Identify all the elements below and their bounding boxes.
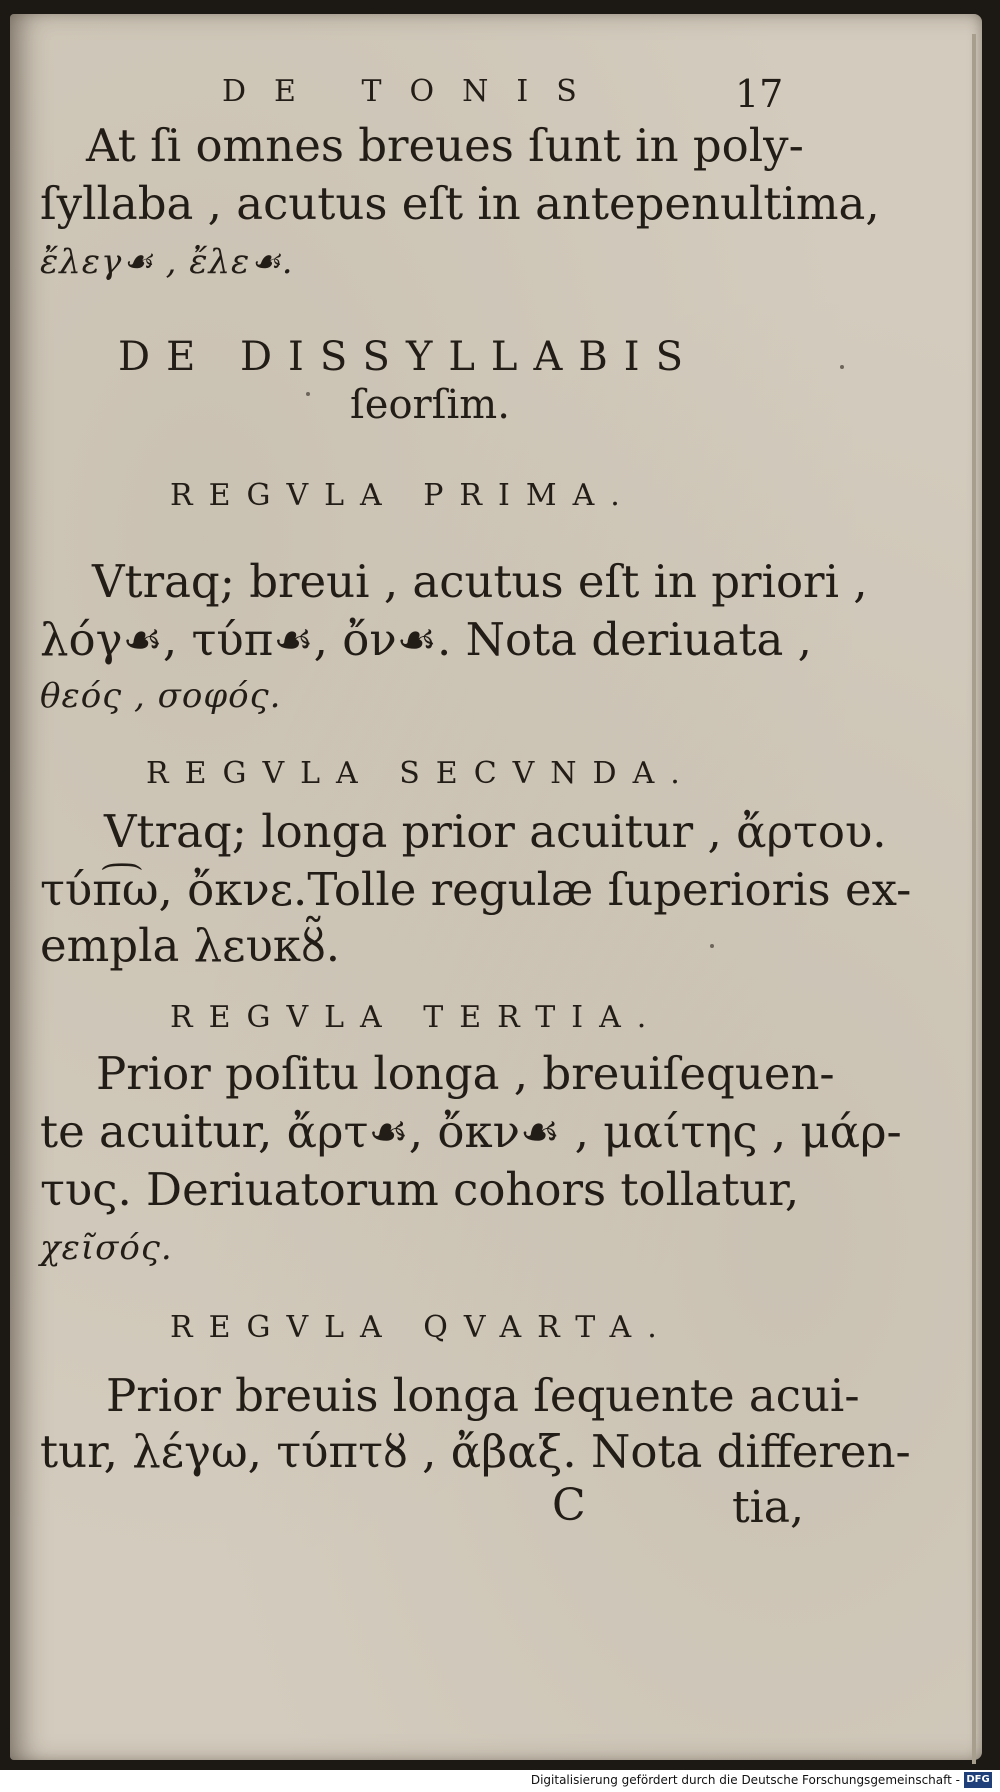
signature-mark: C — [552, 1480, 586, 1531]
running-head-title: DE TONIS — [222, 74, 605, 109]
rule-2-line-1: Vtraq; longa prior acuitur , ἄρτου. — [104, 805, 887, 858]
paper-speck — [840, 365, 844, 369]
rule-3-line-1: Prior poſitu longa , breuiſequen- — [96, 1047, 835, 1100]
rule-2-line-2: τύπ͡ω, ὄκνε.Tolle regulæ ſuperioris ex- — [40, 863, 912, 916]
rule-3-line-3: τυς. Deriuatorum cohors tollatur, — [40, 1163, 800, 1216]
rule-1-line-2: λόγ☙, τύπ☙, ὄν☙. Nota deriuata , — [40, 613, 812, 666]
intro-line-2: ſyllaba , acutus eſt in antepenultima, — [40, 177, 880, 230]
rule-4-line-2: tur, λέγω, τύπτȣ , ἄβαξ. Nota differen- — [40, 1425, 911, 1478]
paper-speck — [306, 392, 310, 396]
rule-heading-3: REGVLA TERTIA. — [170, 1000, 663, 1035]
rule-1-line-3: θεός , σοφός. — [40, 676, 282, 716]
section-subtitle: ſeorſim. — [350, 382, 510, 428]
rule-heading-4: REGVLA QVARTA. — [170, 1310, 673, 1345]
rule-heading-2: REGVLA SECVNDA. — [146, 756, 696, 791]
catchword: tia, — [732, 1482, 804, 1533]
rule-3-line-2: te acuitur, ἄρτ☙, ὄκν☙ , μαίτης , μάρ- — [40, 1105, 902, 1158]
rule-4-line-1: Prior breuis longa ſequente acui- — [106, 1369, 860, 1422]
section-title: DE DISSYLLABIS — [118, 334, 699, 380]
rule-1-line-1: Vtraq; breui , acutus eſt in priori , — [92, 555, 868, 608]
intro-line-1: At ſi omnes breues ſunt in poly- — [86, 119, 804, 172]
dfg-logo-icon: DFG — [964, 1772, 992, 1788]
rule-heading-1: REGVLA PRIMA. — [170, 478, 636, 513]
rule-2-line-3: empla λευκȣ̃. — [40, 919, 341, 972]
rule-3-line-4: χεῖσός. — [40, 1228, 173, 1268]
paper-speck — [710, 944, 714, 948]
footer-credit: Digitalisierung gefördert durch die Deutsche Forschungsgemeinschaft - — [530, 1773, 960, 1787]
page-number: 17 — [735, 72, 784, 116]
intro-line-3: ἔλεγ☙ , ἔλε☙. — [40, 242, 294, 282]
